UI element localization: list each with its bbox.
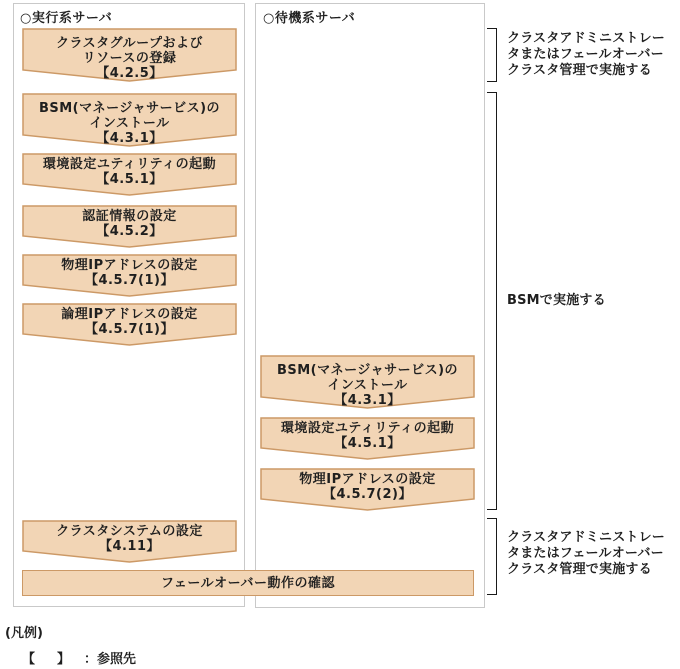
final-step-cluster-system-setting <box>22 520 237 564</box>
step-line: 環境設定ユティリティの起動 <box>42 157 217 172</box>
step-line: BSM(マネージャサービス)の <box>276 363 459 378</box>
bracket-middle <box>487 92 497 510</box>
annotation-line: タまたはフェールオーバー <box>507 546 664 561</box>
step-line: クラスタシステムの設定 <box>56 524 203 539</box>
active-server-heading: ○実行系サーバ <box>20 11 113 26</box>
annotation-line: クラスタ管理で実施する <box>507 562 652 577</box>
step-line: 論理IPアドレスの設定 <box>61 307 198 322</box>
annotation-bsm <box>507 293 606 309</box>
step-line: リソースの登録 <box>82 51 177 66</box>
step-ref: 【4.5.1】 <box>96 172 163 187</box>
standby-server-panel <box>255 3 485 608</box>
step-ref: 【4.3.1】 <box>334 393 401 408</box>
active-step-auth-info-setting <box>22 205 237 249</box>
bracket-top <box>487 28 497 82</box>
step-line: 物理IPアドレスの設定 <box>61 258 198 273</box>
final-step-failover-check: フェールオーバー動作の確認 <box>22 570 474 596</box>
legend-ref-description: ：参照先 <box>84 652 137 667</box>
step-ref: 【4.5.1】 <box>334 436 401 451</box>
standby-step-env-utility-start <box>260 417 475 461</box>
step-line: インストール <box>327 378 408 393</box>
active-step-logical-ip-setting <box>22 303 237 347</box>
legend-ref-close-bracket: 】 <box>57 652 71 667</box>
step-line: インストール <box>89 116 170 131</box>
legend-title: (凡例) <box>5 626 43 641</box>
step-line: BSM(マネージャサービス)の <box>38 101 221 116</box>
step-ref: 【4.5.2】 <box>96 224 163 239</box>
step-line: 物理IPアドレスの設定 <box>299 472 436 487</box>
standby-step-bsm-install <box>260 355 475 410</box>
annotation-line: クラスタアドミニストレー <box>507 31 666 46</box>
active-step-physical-ip-setting <box>22 254 237 298</box>
step-ref: 【4.5.7(1)】 <box>85 322 174 337</box>
step-ref: 【4.3.1】 <box>96 131 163 146</box>
standby-server-heading: ○待機系サーバ <box>263 11 356 26</box>
step-ref: 【4.5.7(2)】 <box>323 487 412 502</box>
annotation-line: タまたはフェールオーバー <box>507 47 664 62</box>
step-ref: 【4.11】 <box>98 539 161 554</box>
annotation-line: BSMで実施する <box>507 293 606 308</box>
bracket-bottom <box>487 518 497 595</box>
step-line: クラスタグループおよび <box>55 36 204 51</box>
step-ref: 【4.5.7(1)】 <box>85 273 174 288</box>
active-step-cluster-group-registration <box>22 28 237 83</box>
annotation-cluster-admin-bottom <box>507 530 665 578</box>
active-step-env-utility-start <box>22 153 237 197</box>
step-line: 環境設定ユティリティの起動 <box>280 421 455 436</box>
legend-ref-open-bracket: 【 <box>22 652 36 667</box>
standby-step-physical-ip-setting <box>260 468 475 512</box>
annotation-line: クラスタアドミニストレー <box>507 530 666 545</box>
step-line: 認証情報の設定 <box>82 209 177 224</box>
annotation-cluster-admin-top <box>507 31 665 79</box>
step-ref: 【4.2.5】 <box>96 66 163 81</box>
annotation-line: クラスタ管理で実施する <box>507 63 652 78</box>
active-step-bsm-install <box>22 93 237 148</box>
